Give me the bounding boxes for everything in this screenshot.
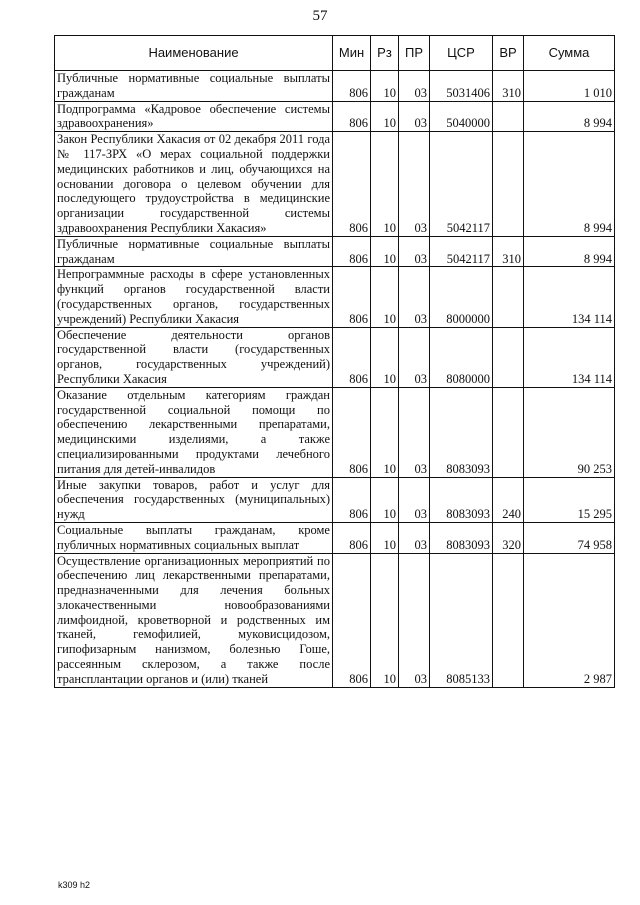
- row-name: Осуществление организационных мероприятий по обеспечению лиц лекарственными препаратами, предназначенными для лечения больных злокачественными новообразованиями лимфоидной, кроветворной и родственных им тканей, гемофилией, муковисцидозом, гипофизарным нанизмом, болезнью Гоше, рассеянным склерозом, а также после трансплантации органов и (или) тканей: [55, 553, 333, 687]
- row-pr: 03: [399, 71, 430, 102]
- table-row: [55, 236, 615, 267]
- row-rz: 10: [371, 387, 399, 477]
- row-vr: [493, 132, 524, 237]
- table-row: [55, 327, 615, 387]
- row-name: Публичные нормативные социальные выплаты гражданам: [55, 236, 333, 267]
- row-name: Оказание отдельным категориям граждан государственной социальной помощи по обеспечению лекарственными препаратами, медицинскими изделиями, а также специализированными продуктами лечебного питания для детей-инвалидов: [55, 387, 333, 477]
- table-header-row: [55, 36, 615, 71]
- row-csr: 5031406: [430, 71, 493, 102]
- row-pr: 03: [399, 327, 430, 387]
- row-pr: 03: [399, 522, 430, 553]
- row-sum: 134 114: [524, 267, 615, 327]
- row-pr: 03: [399, 132, 430, 237]
- row-vr: [493, 387, 524, 477]
- row-name: Обеспечение деятельности органов государственной власти (государственных органов, государственных учреждений) Республики Хакасия: [55, 327, 333, 387]
- row-vr: 320: [493, 522, 524, 553]
- header-name: Наименование: [55, 36, 333, 71]
- row-csr: 8080000: [430, 327, 493, 387]
- row-rz: 10: [371, 522, 399, 553]
- row-pr: 03: [399, 387, 430, 477]
- row-pr: 03: [399, 101, 430, 132]
- table-row: [55, 71, 615, 102]
- row-sum: 8 994: [524, 132, 615, 237]
- row-sum: 1 010: [524, 71, 615, 102]
- row-name: Подпрограмма «Кадровое обеспечение системы здравоохранения»: [55, 101, 333, 132]
- row-min: 806: [333, 387, 371, 477]
- footer-mark: k309 h2: [58, 880, 91, 890]
- row-sum: 8 994: [524, 236, 615, 267]
- table-row: [55, 267, 615, 327]
- row-rz: 10: [371, 327, 399, 387]
- row-min: 806: [333, 101, 371, 132]
- row-csr: 8083093: [430, 522, 493, 553]
- row-rz: 10: [371, 477, 399, 522]
- row-name: Непрограммные расходы в сфере установленных функций органов государственной власти (государственных органов, государственных учреждений) Республики Хакасия: [55, 267, 333, 327]
- row-min: 806: [333, 553, 371, 687]
- row-csr: 5040000: [430, 101, 493, 132]
- row-sum: 8 994: [524, 101, 615, 132]
- row-sum: 15 295: [524, 477, 615, 522]
- row-min: 806: [333, 522, 371, 553]
- page-number: 57: [312, 8, 328, 24]
- row-vr: [493, 267, 524, 327]
- row-csr: 8083093: [430, 387, 493, 477]
- table-row: [55, 132, 615, 237]
- row-vr: [493, 553, 524, 687]
- row-min: 806: [333, 132, 371, 237]
- row-name: Публичные нормативные социальные выплаты гражданам: [55, 71, 333, 102]
- header-vr: ВР: [493, 36, 524, 71]
- row-pr: 03: [399, 267, 430, 327]
- row-csr: 8000000: [430, 267, 493, 327]
- header-sum: Сумма: [524, 36, 615, 71]
- row-csr: 5042117: [430, 236, 493, 267]
- row-sum: 134 114: [524, 327, 615, 387]
- row-pr: 03: [399, 236, 430, 267]
- row-vr: 310: [493, 71, 524, 102]
- row-sum: 90 253: [524, 387, 615, 477]
- row-csr: 5042117: [430, 132, 493, 237]
- row-vr: 240: [493, 477, 524, 522]
- row-sum: 74 958: [524, 522, 615, 553]
- row-min: 806: [333, 267, 371, 327]
- header-min: Мин: [333, 36, 371, 71]
- row-min: 806: [333, 477, 371, 522]
- table-row: [55, 477, 615, 522]
- header-pr: ПР: [399, 36, 430, 71]
- row-min: 806: [333, 327, 371, 387]
- budget-table: [54, 35, 615, 688]
- row-rz: 10: [371, 132, 399, 237]
- row-rz: 10: [371, 71, 399, 102]
- row-rz: 10: [371, 267, 399, 327]
- table-row: [55, 101, 615, 132]
- row-sum: 2 987: [524, 553, 615, 687]
- table-row: [55, 553, 615, 687]
- row-vr: 310: [493, 236, 524, 267]
- table-row: [55, 522, 615, 553]
- row-csr: 8083093: [430, 477, 493, 522]
- header-rz: Рз: [371, 36, 399, 71]
- row-rz: 10: [371, 553, 399, 687]
- row-name: Социальные выплаты гражданам, кроме публичных нормативных социальных выплат: [55, 522, 333, 553]
- row-rz: 10: [371, 236, 399, 267]
- table-row: [55, 387, 615, 477]
- row-rz: 10: [371, 101, 399, 132]
- row-csr: 8085133: [430, 553, 493, 687]
- row-pr: 03: [399, 477, 430, 522]
- row-min: 806: [333, 71, 371, 102]
- row-min: 806: [333, 236, 371, 267]
- row-pr: 03: [399, 553, 430, 687]
- row-name: Закон Республики Хакасия от 02 декабря 2011 года № 117-ЗРХ «О мерах социальной поддержки медицинских работников и лиц, обучающихся на основании договора о целевом обучении для последующего трудоустройства в медицинские организации государственной системы здравоохранения Республики Хакасия»: [55, 132, 333, 237]
- row-vr: [493, 327, 524, 387]
- row-name: Иные закупки товаров, работ и услуг для обеспечения государственных (муниципальных) нужд: [55, 477, 333, 522]
- header-csr: ЦСР: [430, 36, 493, 71]
- row-vr: [493, 101, 524, 132]
